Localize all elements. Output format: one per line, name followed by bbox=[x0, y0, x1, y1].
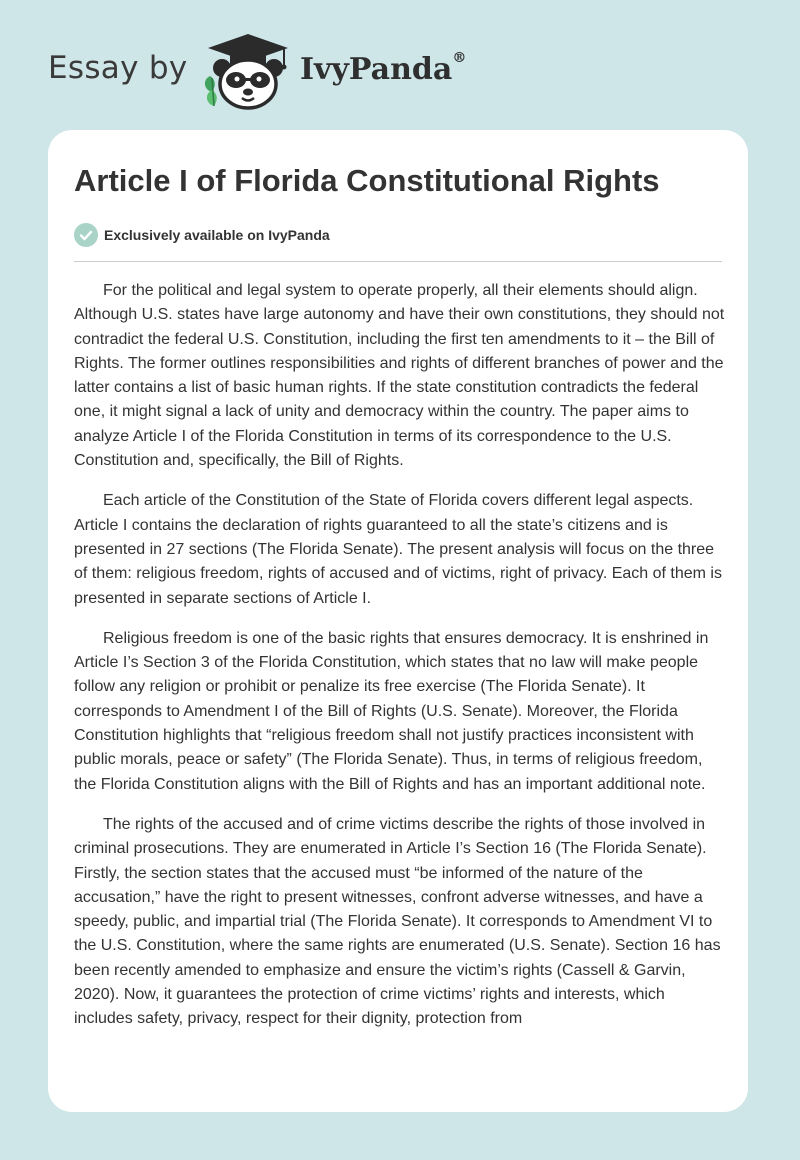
exclusive-label: Exclusively available on IvyPanda bbox=[104, 227, 330, 243]
site-header bbox=[0, 0, 800, 130]
registered-mark: ® bbox=[452, 50, 467, 66]
paragraph-1: For the political and legal system to operate properly, all their elements should align. Although U.S. states have large autonomy and have their own constitutions, they should not contradict the federal U.S. Constitution, including the first ten amendments to it – the Bill of Rights. The former outlines responsibilities and rights of different branches of power and the latter contains a list of basic human rights. If the state constitution contradicts the federal one, it might signal a lack of unity and democracy within the country. The paper aims to analyze Article I of the Florida Constitution in terms of its correspondence to the U.S. Constitution and, specifically, the Bill of Rights. bbox=[74, 282, 725, 470]
ivypanda-logo-icon[interactable] bbox=[200, 32, 296, 110]
article-body bbox=[74, 279, 726, 1048]
article-card bbox=[48, 130, 748, 1112]
paragraph-4: The rights of the accused and of crime victims describe the rights of those involved in criminal prosecutions. They are enumerated in Article I’s Section 16 (The Florida Senate). Firstly, the section states that the accused must “be informed of the nature of the accusation,” have the right to present witnesses, confront adverse witnesses, and have a speedy, public, and impartial trial (The Florida Senate). It corresponds to Amendment VI to the U.S. Constitution, where the same rights are enumerated (U.S. Senate). Section 16 has been recently amended to emphasize and ensure the victim’s rights (Cassell & Garvin, 2020). Now, it guarantees the protection of crime victims’ rights and interests, which includes safety, privacy, respect for their dignity, protection from bbox=[74, 815, 721, 1028]
brand-name[interactable] bbox=[300, 52, 466, 87]
exclusive-badge bbox=[74, 223, 330, 247]
brand-name-text: IvyPanda bbox=[300, 52, 453, 87]
article-title: Article I of Florida Constitutional Rights bbox=[74, 163, 660, 198]
paragraph-3: Religious freedom is one of the basic rights that ensures democracy. It is enshrined in Article I’s Section 3 of the Florida Constitution, which states that no law will make people follow any religion or prohibit or penalize its free exercise (The Florida Senate). It corresponds to Amendment I of the Bill of Rights (U.S. Senate). Moreover, the Florida Constitution highlights that “religious freedom shall not justify practices inconsistent with public morals, peace or safety” (The Florida Senate). Thus, in terms of religious freedom, the Florida Constitution aligns with the Bill of Rights and has an important additional note. bbox=[74, 629, 709, 793]
divider bbox=[74, 261, 722, 262]
paragraph-2: Each article of the Constitution of the State of Florida covers different legal aspects. Article I contains the declaration of rights guaranteed to all the state’s citizens and is presented in 27 sections (The Florida Senate). The present analysis will focus on the three of them: religious freedom, rights of accused and of victims, right of privacy. Each of them is presented in separate sections of Article I. bbox=[74, 492, 722, 607]
check-circle-icon bbox=[74, 223, 98, 247]
essay-by-label: Essay by bbox=[48, 50, 188, 86]
